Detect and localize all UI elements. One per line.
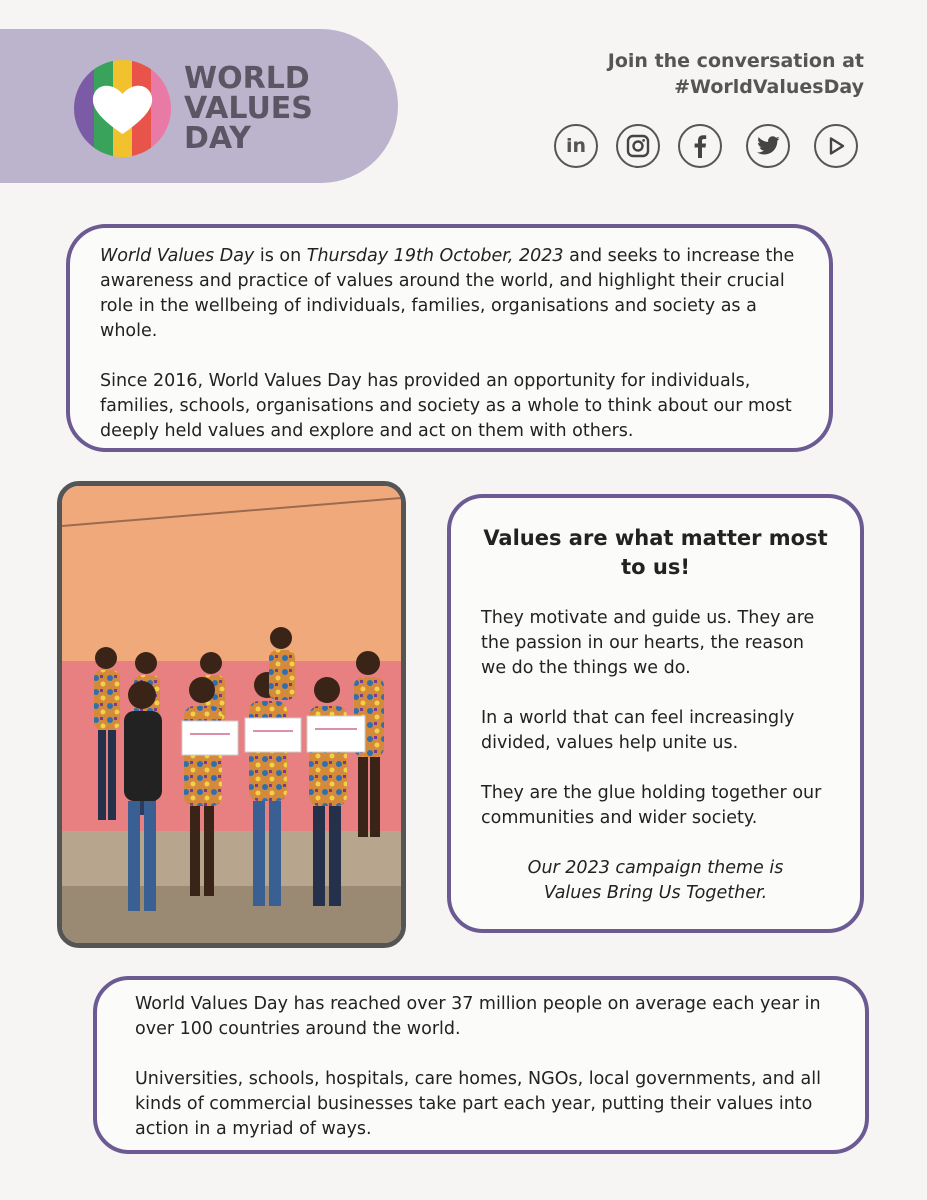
intro-paragraph-2: Since 2016, World Values Day has provided an opportunity for individuals, families, schools, organisations and society as a whole to think about our most deeply held values and explore and act on them with others. [100, 371, 792, 441]
campaign-theme-line-1: Our 2023 campaign theme is [527, 858, 784, 878]
intro-paragraph-1 [100, 244, 799, 344]
values-paragraph-1: They motivate and guide us. They are the passion in our hearts, the reason we do the things we do. [481, 608, 815, 678]
event-name: World Values Day [100, 246, 255, 266]
intro-text-2: and seeks to increase the awareness and practice of values around the world, and highlight their crucial role in the wellbeing of individuals, families, organisations and society as a whole. [100, 246, 795, 341]
intro-text-1: is on [254, 246, 307, 266]
logo-line-2: VALUES [184, 91, 313, 126]
twitter-icon[interactable] [746, 124, 790, 168]
facebook-icon[interactable] [678, 124, 722, 168]
join-text: Join the conversation at [607, 50, 864, 72]
group-photo [57, 481, 406, 948]
values-title: Values are what matter most to us! [483, 526, 828, 579]
reach-paragraph-2: Universities, schools, hospitals, care homes, NGOs, local governments, and all kinds of commercial businesses take part each year, putting their values into action in a myriad of ways. [135, 1069, 821, 1139]
linkedin-icon[interactable] [554, 124, 598, 168]
logo-line-1: WORLD [184, 61, 310, 96]
logo-heart-icon [74, 60, 171, 157]
values-paragraph-2: In a world that can feel increasingly divided, values help unite us. [481, 708, 795, 753]
instagram-icon[interactable] [616, 124, 660, 168]
youtube-icon[interactable] [814, 124, 858, 168]
event-date: Thursday 19th October, 2023 [306, 246, 564, 266]
logo-line-3: DAY [184, 121, 251, 156]
linkedin-glyph: in [565, 135, 587, 157]
values-box [447, 494, 864, 933]
intro-box [66, 224, 833, 452]
join-conversation [608, 48, 864, 100]
reach-paragraph-1: World Values Day has reached over 37 million people on average each year in over 100 countries around the world. [135, 994, 821, 1039]
logo-wordmark [184, 61, 313, 156]
hashtag-link[interactable]: #WorldValuesDay [674, 76, 864, 98]
campaign-theme-line-2: Values Bring Us Together. [543, 883, 768, 903]
reach-box [93, 976, 869, 1154]
values-paragraph-3: They are the glue holding together our communities and wider society. [481, 783, 822, 828]
